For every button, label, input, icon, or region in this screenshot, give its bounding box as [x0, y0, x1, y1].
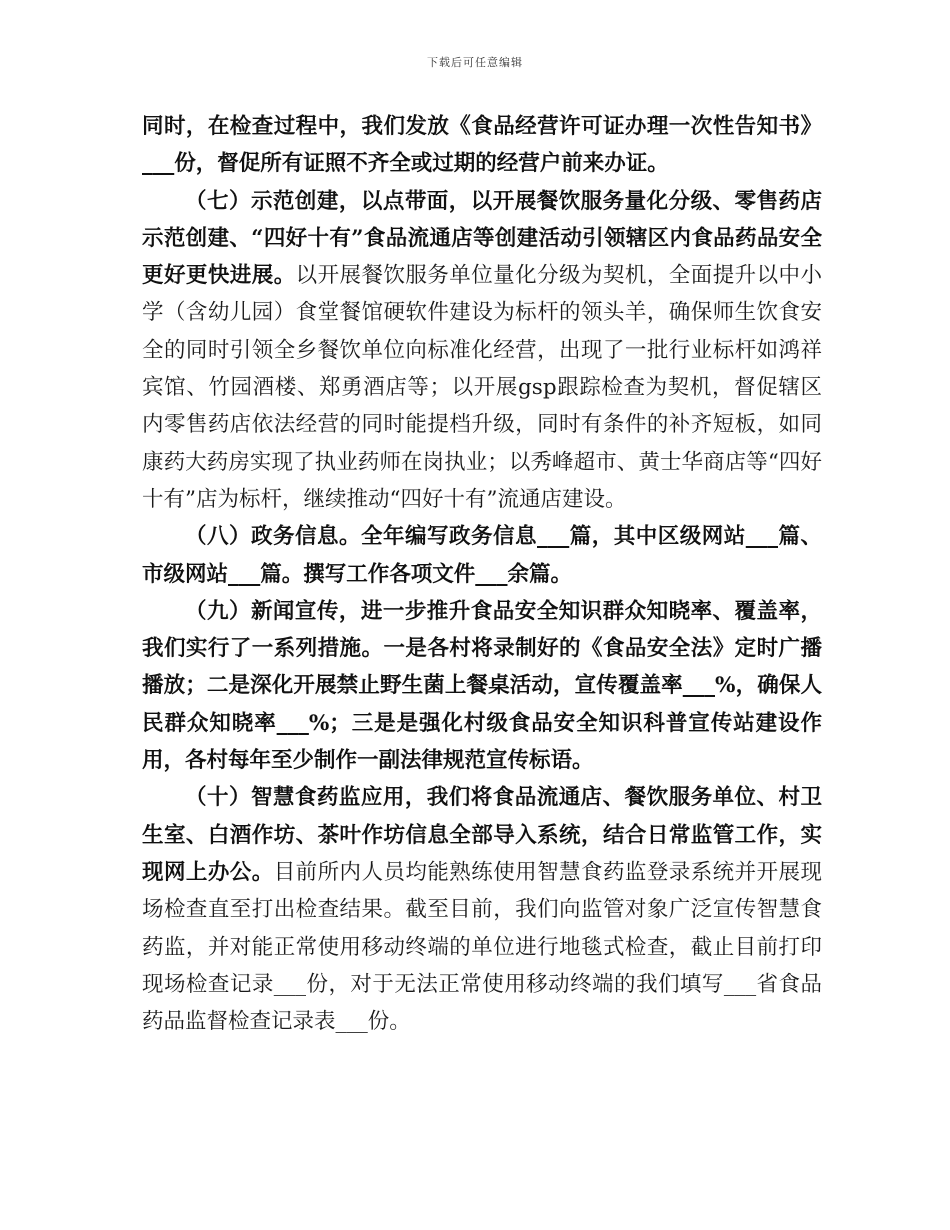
paragraph-bold-text: （八）政务信息。全年编写政务信息___篇，其中区级网站___篇、市级网站___篇。撰写工作各项文件___余篇。: [142, 524, 822, 587]
document-body: [142, 108, 822, 1040]
paragraph-normal-text: 目前所内人员均能熟练使用智慧食药监登录系统并开展现场检查直至打出检查结果。截至目前，我们向监管对象广泛宣传智慧食药监，并对能正常使用移动终端的单位进行地毯式检查，截止目前打印现场检查记录___份，对于无法正常使用移动终端的我们填写___省食品药品监督检查记录表___份。: [142, 859, 822, 1035]
paragraph-government-info: [142, 518, 822, 593]
paragraph-bold-text: （十）智慧食药监应用，我们将食品流通店、餐饮服务单位、村卫生室、白酒作坊、茶叶作坊信息全部导入系统，结合日常监管工作，实现网上办公。: [142, 785, 822, 885]
paragraph-bold-text: 同时，在检查过程中，我们发放《食品经营许可证办理一次性告知书》___份，督促所有证照不齐全或过期的经营户前来办证。: [142, 114, 822, 177]
paragraph-news-publicity: [142, 593, 822, 779]
paragraph-bold-text: （九）新闻宣传，进一步推升食品安全知识群众知晓率、覆盖率，我们实行了一系列措施。一是各村将录制好的《食品安全法》定时广播播放；二是深化开展禁止野生菌上餐桌活动，宣传覆盖率___%，确保人民群众知晓率___%；三是是强化村级食品安全知识科普宣传站建设作用，各村每年至少制作一副法律规范宣传标语。: [142, 598, 822, 774]
paragraph-demonstration: [142, 183, 822, 519]
page-header: 下载后可任意编辑: [427, 56, 523, 69]
paragraph-bold-text: （七）示范创建，以点带面，以开展餐饮服务量化分级、零售药店示范创建、“四好十有”食品流通店等创建活动引领辖区内食品药品安全更好更快进展。: [142, 188, 822, 289]
paragraph-normal-text: 以开展餐饮服务单位量化分级为契机，全面提升以中小学（含幼儿园）食堂餐馆硬软件建设为标杆的领头羊，确保师生饮食安全的同时引领全乡餐饮单位向标准化经营，出现了一批行业标杆如鸿祥宾馆、竹园酒楼、郑勇酒店等；以开展gsp跟踪检查为契机，督促辖区内零售药店依法经营的同时能提档升级，同时有条件的补齐短板，如同康药大药房实现了执业药师在岗执业；以秀峰超市、黄士华商店等“四好十有”店为标杆，继续推动“四好十有”流通店建设。: [142, 263, 822, 512]
paragraph-inspection-notice: [142, 108, 822, 183]
paragraph-smart-supervision: [142, 779, 822, 1040]
